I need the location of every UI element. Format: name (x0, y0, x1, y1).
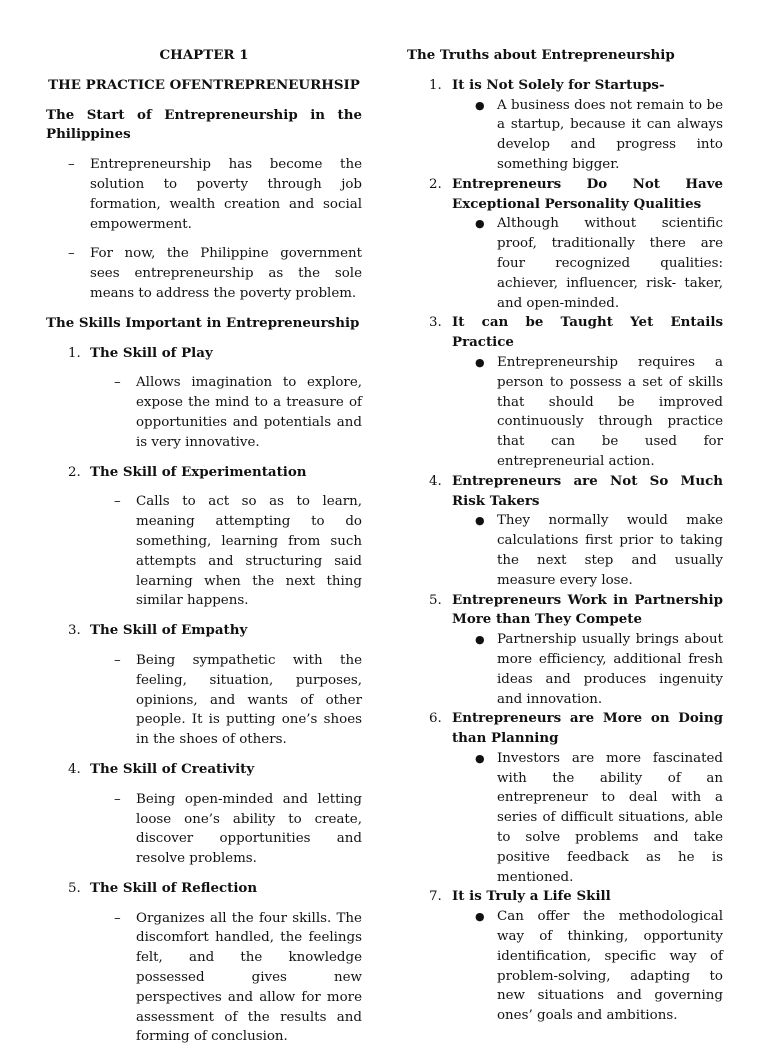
bullet-marker: ● (475, 98, 485, 112)
skill-item (46, 760, 362, 780)
skill-description (46, 790, 362, 869)
section-heading-skills: The Skills Important in Entrepreneurship (46, 314, 360, 331)
bullet-marker: ● (475, 633, 485, 647)
skill-title: The Skill of Play (90, 344, 213, 361)
dash-marker: – (114, 652, 121, 668)
truth-description (407, 749, 723, 888)
dash-marker: – (114, 375, 121, 391)
skill-title: The Skill of Reflection (90, 879, 258, 896)
dash-marker: – (114, 791, 121, 807)
truth-description-text: Investors are more fascinated with the ability of an entrepreneur to deal with a series of difficult situations, able to solve problems and take positive feedback as he is mentioned. (497, 750, 723, 885)
truth-description-text: Entrepreneurship requires a person to possess a set of skills that should be improved continuously through practice that can be used for entrepreneurial action. (497, 354, 723, 469)
item-number: 6. (429, 711, 442, 727)
truth-description (407, 353, 723, 472)
list-item-text: For now, the Philippine government sees entrepreneurship as the sole means to address the poverty problem. (90, 246, 362, 301)
truth-description-text: They normally would make calculations first prior to taking the next step and usually measure every lose. (497, 513, 723, 588)
dash-marker: – (114, 494, 121, 510)
skill-description (46, 651, 362, 750)
skill-description-text: Calls to act so as to learn, meaning attempting to do something, learning from such attempts and structuring said learning when the next thing similar happens. (136, 494, 362, 609)
truth-item (407, 591, 723, 631)
truth-description (407, 96, 723, 175)
section-heading-truths: The Truths about Entrepreneurship (407, 47, 675, 63)
item-number: 3. (429, 315, 442, 331)
truth-item (407, 887, 723, 907)
skill-item (46, 879, 362, 899)
bullet-marker: ● (475, 910, 485, 924)
skill-description-text: Allows imagination to explore, expose the mind to a treasure of opportunities and potentials and is very innovative. (136, 375, 362, 450)
item-number: 5. (429, 592, 442, 608)
truth-item (407, 76, 723, 96)
item-number: 5. (68, 880, 81, 896)
list-item (46, 244, 362, 303)
item-number: 1. (429, 77, 442, 93)
right-column (407, 46, 723, 1026)
truth-item (407, 175, 723, 215)
skill-item (46, 463, 362, 483)
bullet-marker: ● (475, 355, 485, 369)
truth-description-text: Although without scientific proof, traditionally there are four recognized qualities: achiever, influencer, risk- taker, and open-minded. (497, 216, 723, 311)
skill-title: The Skill of Creativity (90, 760, 255, 777)
skill-description-text: Being open-minded and letting loose one’s ability to create, discover opportunities and resolve problems. (136, 791, 362, 867)
truth-title: Entrepreneurs Work in Partnership More than They Compete (452, 591, 723, 628)
truth-description (407, 907, 723, 1026)
item-number: 1. (68, 345, 81, 361)
truth-description-text: A business does not remain to be a startup, because it can always develop and progress into something bigger. (497, 97, 723, 172)
item-number: 2. (429, 176, 442, 192)
item-number: 7. (429, 889, 442, 905)
left-column (46, 46, 362, 1057)
section-heading-start: The Start of Entrepreneurship in the Philippines (46, 106, 362, 143)
list-item-text: Entrepreneurship has become the solution to poverty through job formation, wealth creation and social empowerment. (90, 157, 362, 232)
bullet-marker: ● (475, 751, 485, 765)
skill-description (46, 373, 362, 452)
truth-item (407, 313, 723, 353)
chapter-title: THE PRACTICE OFENTREPRENEURHSIP (48, 76, 360, 93)
truth-description (407, 511, 723, 590)
bullet-marker: ● (475, 217, 485, 231)
truth-description (407, 630, 723, 709)
truth-title: It is Not Solely for Startups- (452, 76, 665, 93)
truth-title: It can be Taught Yet Entails Practice (452, 314, 723, 351)
truth-title: Entrepreneurs are More on Doing than Planning (452, 710, 723, 747)
truth-title: Entrepreneurs are Not So Much Risk Takers (452, 472, 723, 509)
truth-item (407, 472, 723, 512)
truth-title: Entrepreneurs Do Not Have Exceptional Personality Qualities (452, 175, 723, 212)
skill-description-text: Being sympathetic with the feeling, situation, purposes, opinions, and wants of other people. It is putting one’s shoes in the shoes of others. (136, 652, 362, 748)
truth-item (407, 709, 723, 749)
skill-description-text: Organizes all the four skills. The discomfort handled, the feelings felt, and the knowledge possessed gives new perspectives and allow for more assessment of the results and forming of conclusion. (136, 910, 362, 1045)
skill-title: The Skill of Empathy (90, 622, 248, 639)
truth-description (407, 214, 723, 313)
chapter-label: CHAPTER 1 (159, 47, 249, 63)
item-number: 4. (68, 761, 81, 777)
dash-marker: – (114, 910, 121, 926)
dash-marker: – (68, 157, 75, 173)
skill-description (46, 909, 362, 1048)
truth-description-text: Can offer the methodological way of thinking, opportunity identification, specific way of problem-solving, adapting to new situations and governing ones’ goals and ambitions. (497, 909, 723, 1024)
truth-description-text: Partnership usually brings about more efficiency, additional fresh ideas and produces ingenuity and innovation. (497, 632, 723, 707)
skill-item (46, 344, 362, 364)
skill-title: The Skill of Experimentation (90, 463, 307, 480)
truth-title: It is Truly a Life Skill (452, 888, 611, 905)
dash-marker: – (68, 246, 75, 262)
list-item (46, 155, 362, 234)
skill-description (46, 492, 362, 611)
item-number: 2. (68, 464, 81, 480)
bullet-marker: ● (475, 514, 485, 528)
item-number: 4. (429, 473, 442, 489)
item-number: 3. (68, 623, 81, 639)
skill-item (46, 621, 362, 641)
